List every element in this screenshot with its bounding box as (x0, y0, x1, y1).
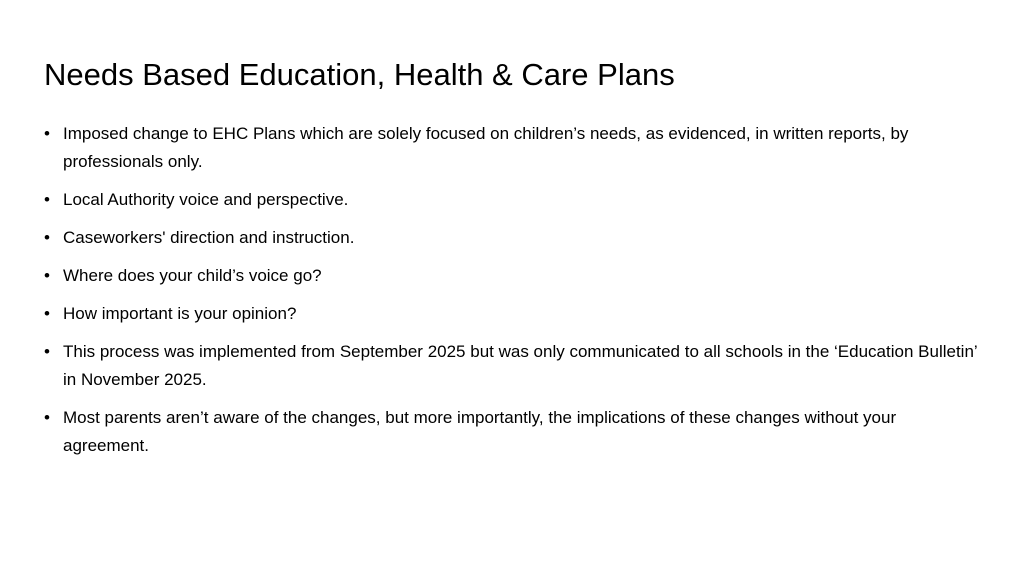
bullet-text: Local Authority voice and perspective. (63, 190, 349, 209)
bullet-text: Where does your child’s voice go? (63, 266, 322, 285)
bullet-icon: • (44, 408, 50, 427)
bullet-item (44, 186, 984, 214)
bullet-text: Imposed change to EHC Plans which are solely focused on children’s needs, as evidenced, in written reports, by professionals only. (63, 124, 909, 171)
bullet-icon: • (44, 124, 50, 143)
bullet-icon: • (44, 190, 50, 209)
bullet-item (44, 338, 984, 394)
bullet-item (44, 120, 984, 176)
bullet-icon: • (44, 304, 50, 323)
bullet-item (44, 224, 984, 252)
bullet-item (44, 300, 984, 328)
bullet-icon: • (44, 228, 50, 247)
slide-title: Needs Based Education, Health & Care Plans (44, 57, 675, 92)
bullet-item (44, 404, 984, 460)
bullet-item (44, 262, 984, 290)
bullet-text: How important is your opinion? (63, 304, 297, 323)
bullet-icon: • (44, 342, 50, 361)
bullet-text: Caseworkers' direction and instruction. (63, 228, 355, 247)
bullet-text: This process was implemented from September 2025 but was only communicated to all schools in the ‘Education Bulletin’ in November 2025. (63, 342, 978, 389)
bullet-icon: • (44, 266, 50, 285)
bullet-list (44, 120, 984, 470)
bullet-text: Most parents aren’t aware of the changes, but more importantly, the implications of these changes without your agreement. (63, 408, 897, 455)
